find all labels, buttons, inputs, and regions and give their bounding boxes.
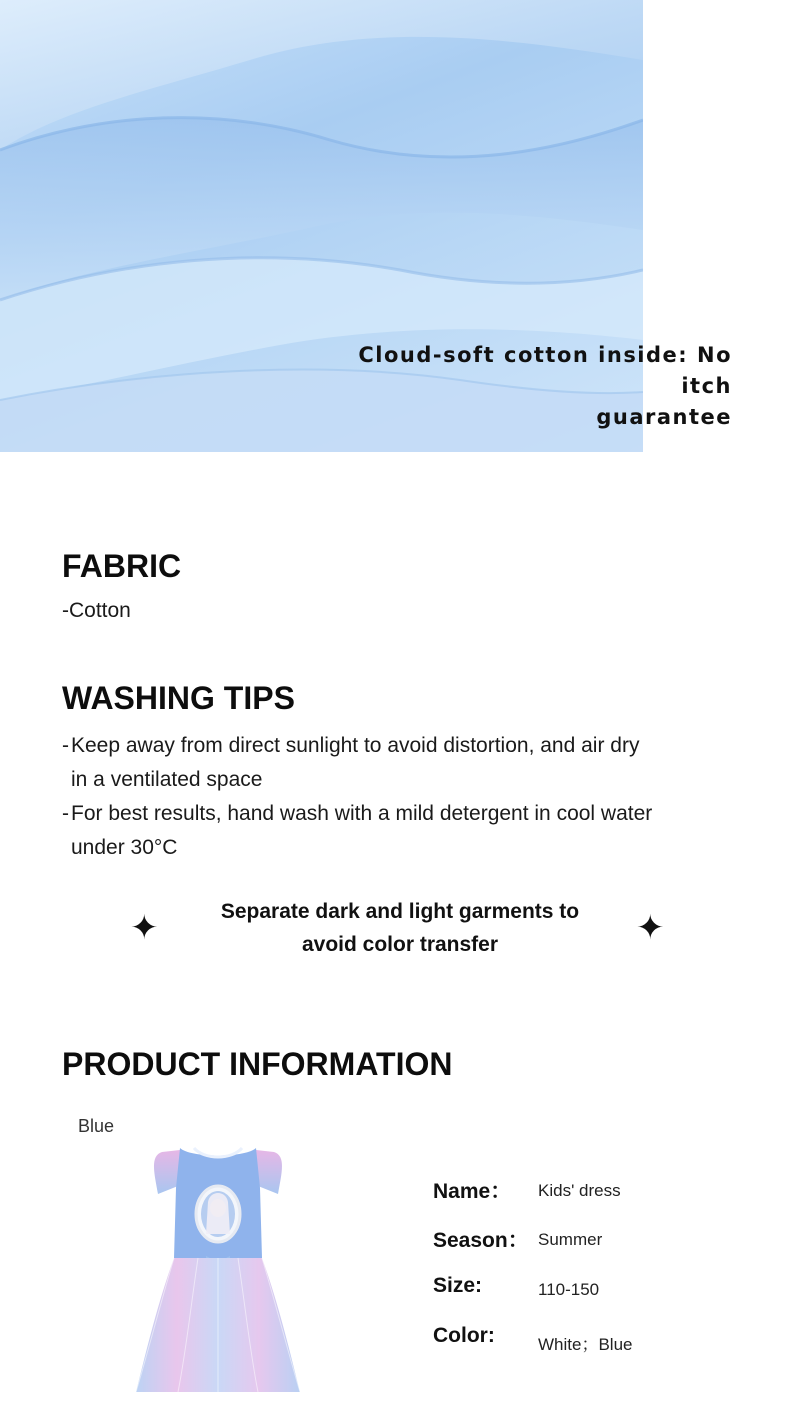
info-value-color: White；Blue — [538, 1335, 633, 1354]
hero-caption-line1: Cloud-soft cotton inside: No itch — [358, 343, 732, 398]
callout-line1: Separate dark and light garments to — [220, 900, 580, 923]
washing-tip-1 — [62, 729, 742, 797]
hero-caption — [312, 340, 732, 433]
tip-dash: - — [62, 734, 69, 757]
tip-line1: Keep away from direct sunlight to avoid distortion, and air dry — [71, 734, 640, 757]
dress-product-image — [128, 1142, 308, 1398]
product-info-heading: PRODUCT INFORMATION — [62, 1046, 453, 1082]
sparkle-icon-left: ✦ — [130, 909, 159, 947]
sparkle-icon-right: ✦ — [636, 909, 665, 947]
info-row-season — [433, 1224, 773, 1254]
fabric-heading: FABRIC — [62, 548, 182, 584]
fabric-item: -Cotton — [62, 599, 131, 622]
hero-caption-line2: guarantee — [596, 405, 732, 429]
info-value-size: 110-150 — [538, 1280, 600, 1299]
info-row-name — [433, 1175, 773, 1205]
tip-line2: under 30°C — [71, 836, 178, 859]
tip-line2: in a ventilated space — [71, 768, 263, 791]
info-row-color — [433, 1324, 773, 1354]
info-key-season: Season： — [433, 1229, 529, 1252]
washing-tip-2 — [62, 797, 742, 865]
info-value-season: Summer — [538, 1230, 603, 1249]
info-key-color: Color: — [433, 1324, 495, 1347]
info-key-name: Name： — [433, 1180, 512, 1203]
color-transfer-callout — [190, 895, 610, 961]
tip-dash: - — [62, 802, 69, 825]
info-key-size: Size: — [433, 1274, 483, 1297]
variant-label: Blue — [78, 1116, 115, 1136]
info-value-name: Kids' dress — [538, 1181, 621, 1200]
info-row-size — [433, 1274, 773, 1304]
callout-line2: avoid color transfer — [301, 933, 499, 956]
washing-tips-heading: WASHING TIPS — [62, 680, 295, 716]
tip-line1: For best results, hand wash with a mild detergent in cool water — [71, 802, 653, 825]
